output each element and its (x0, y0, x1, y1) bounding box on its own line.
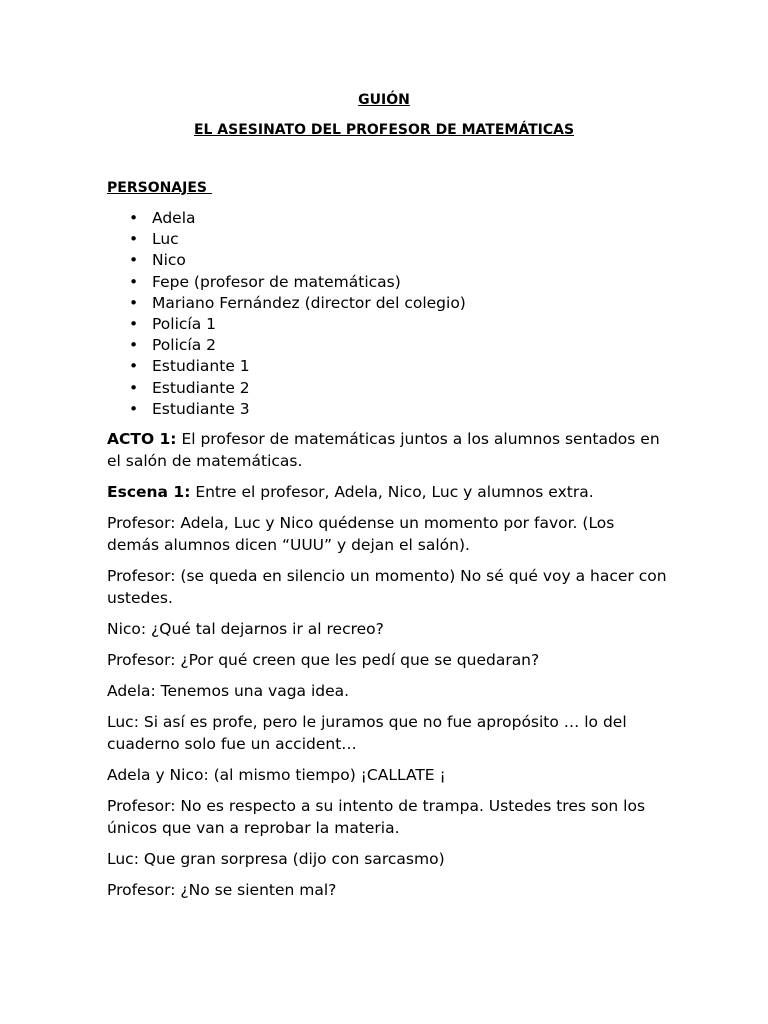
list-item (107, 356, 466, 377)
document-subtitle: EL ASESINATO DEL PROFESOR DE MATEMÁTICAS (193, 122, 575, 138)
list-item (107, 314, 466, 335)
bullet-icon: • (129, 378, 139, 397)
bullet-icon: • (129, 251, 139, 270)
cast-item-label: Fepe (profesor de matemáticas) (152, 272, 401, 291)
dialogue-line: Luc: Que gran sorpresa (dijo con sarcasmo) (107, 850, 445, 868)
list-item (107, 229, 466, 250)
list-item (107, 399, 466, 420)
list-item (107, 378, 466, 399)
scene-paragraph (107, 481, 667, 503)
cast-item-label: Estudiante 1 (152, 357, 250, 376)
dialogue-line: Profesor: ¿No se sienten mal? (107, 881, 337, 899)
cast-item-label: Mariano Fernández (director del colegio) (152, 293, 466, 312)
bullet-icon: • (129, 314, 139, 333)
list-item (107, 293, 466, 314)
cast-item-label: Nico (152, 251, 186, 270)
bullet-icon: • (129, 336, 139, 355)
scene-text: Entre el profesor, Adela, Nico, Luc y alumnos extra. (190, 483, 594, 501)
bullet-icon: • (129, 209, 139, 227)
cast-item-label: Estudiante 3 (152, 399, 250, 418)
dialogue-line: Profesor: Adela, Luc y Nico quédense un momento por favor. (Los demás alumnos dicen “UUU” y dejan el salón). (107, 514, 615, 554)
bullet-icon: • (129, 293, 139, 312)
bullet-icon: • (129, 357, 139, 376)
list-item (107, 250, 466, 271)
list-item (107, 272, 466, 293)
dialogue-line: Luc: Si así es profe, pero le juramos que no fue apropósito … lo del cuaderno solo fue un accident… (107, 713, 627, 753)
act-text: El profesor de matemáticas juntos a los alumnos sentados en el salón de matemáticas. (107, 430, 660, 470)
cast-item-label: Policía 1 (152, 314, 217, 333)
list-item (107, 208, 466, 229)
dialogue-line: Adela: Tenemos una vaga idea. (107, 682, 350, 700)
cast-list (107, 208, 466, 420)
cast-item-label: Luc (152, 230, 179, 249)
cast-item-label: Policía 2 (152, 336, 217, 355)
dialogue-line: Adela y Nico: (al mismo tiempo) ¡CALLATE ¡ (107, 766, 446, 784)
bullet-icon: • (129, 272, 139, 291)
cast-item-label: Adela (152, 209, 196, 227)
dialogue-line: Profesor: (se queda en silencio un momento) No sé qué voy a hacer con ustedes. (107, 567, 667, 607)
cast-item-label: Estudiante 2 (152, 378, 250, 397)
cast-heading: PERSONAJES (107, 180, 212, 196)
act-label: ACTO 1: (107, 430, 177, 448)
document-title: GUIÓN (358, 92, 410, 108)
bullet-icon: • (129, 399, 139, 418)
dialogue-line: Profesor: ¿Por qué creen que les pedí que se quedaran? (107, 651, 540, 669)
scene-label: Escena 1: (107, 483, 191, 501)
list-item (107, 335, 466, 356)
dialogue-line: Profesor: No es respecto a su intento de trampa. Ustedes tres son los únicos que van a reprobar la materia. (107, 797, 646, 837)
act-paragraph (107, 428, 667, 472)
dialogue-line: Nico: ¿Qué tal dejarnos ir al recreo? (107, 620, 384, 638)
script-body (107, 428, 667, 910)
bullet-icon: • (129, 230, 139, 249)
